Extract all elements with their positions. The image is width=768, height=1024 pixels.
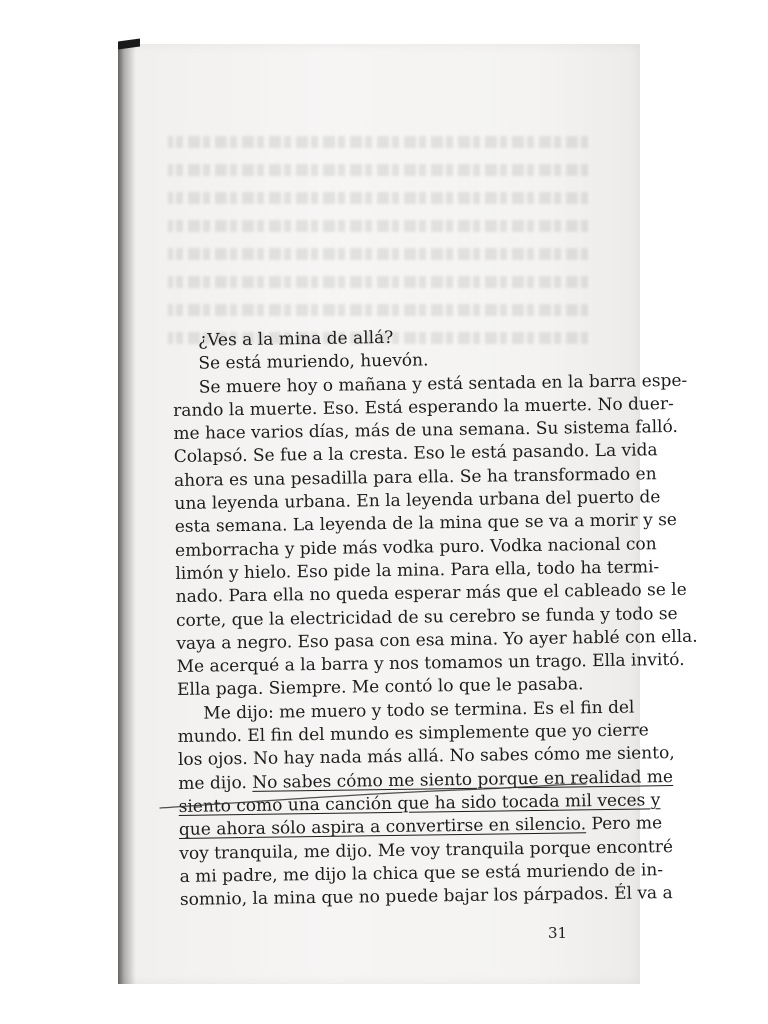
dialog-line: Se está muriendo, huevón. [198, 350, 429, 374]
paragraph-line: corte, que la electricidad de su cerebro se funda y todo se [175, 603, 678, 631]
underlined-passage: que ahora sólo aspira a convertirse en silencio. [178, 814, 587, 841]
paragraph-line: mundo. El fin del mundo es simplemente que yo cierre [177, 720, 649, 748]
paragraph-line: me hace varios días, más de una semana. Su sistema falló. [173, 417, 679, 445]
dialog-line: ¿Ves a la mina de allá? [198, 327, 394, 351]
paragraph-line: rando la muerte. Eso. Está esperando la muerte. No duer- [172, 393, 674, 421]
underlined-passage: No sabes cómo me siento porque en realidad me [252, 766, 674, 793]
paragraph-line: somnio, la mina que no puede bajar los párpados. Él va a [179, 883, 673, 911]
body-text [172, 324, 698, 912]
page-number: 31 [548, 924, 568, 942]
paragraph-line: a mi padre, me dijo la chica que se está muriendo de in- [179, 860, 664, 887]
page-gutter-shadow [118, 44, 136, 984]
paragraph-line: Me acerqué a la barra y nos tomamos un trago. Ella invitó. [176, 650, 685, 678]
paragraph-line: Se muere hoy o mañana y está sentada en la barra espe- [198, 370, 688, 398]
paragraph-line: voy tranquila, me dijo. Me voy tranquila porque encontré [179, 836, 674, 864]
paragraph-line: Ella paga. Siempre. Me contó lo que le pasaba. [176, 674, 584, 701]
paragraph-line: Me dijo: me muero y todo se termina. Es el fin del [203, 697, 635, 724]
line-text: me dijo. [178, 772, 253, 794]
paragraph-line: emborracha y pide más vodka puro. Vodka nacional con [174, 533, 657, 561]
line-text: Pero me [585, 813, 663, 835]
underlined-passage: siento como una canción que ha sido tocada mil veces y [178, 790, 661, 817]
paragraph-line: vaya a negro. Eso pasa con esa mina. Yo ayer hablé con ella. [176, 626, 698, 654]
paragraph-line: limón y hielo. Eso pide la mina. Para ella, todo ha termi- [175, 557, 660, 584]
paragraph-line: esta semana. La leyenda de la mina que se va a morir y se [174, 510, 678, 538]
pencil-underline-mark [158, 782, 588, 812]
paragraph-line: los ojos. No hay nada más allá. No sabes cómo me siento, [177, 743, 675, 771]
paragraph-line: ahora es una pesadilla para ella. Se ha transformado en [173, 464, 657, 491]
paragraph-line: una leyenda urbana. En la leyenda urbana del puerto de [174, 487, 661, 515]
paragraph-line: nado. Para ella no queda esperar más que el cableado se le [175, 580, 687, 608]
paragraph-line: Colapsó. Se fue a la cresta. Eso le está pasando. La vida [173, 440, 658, 468]
